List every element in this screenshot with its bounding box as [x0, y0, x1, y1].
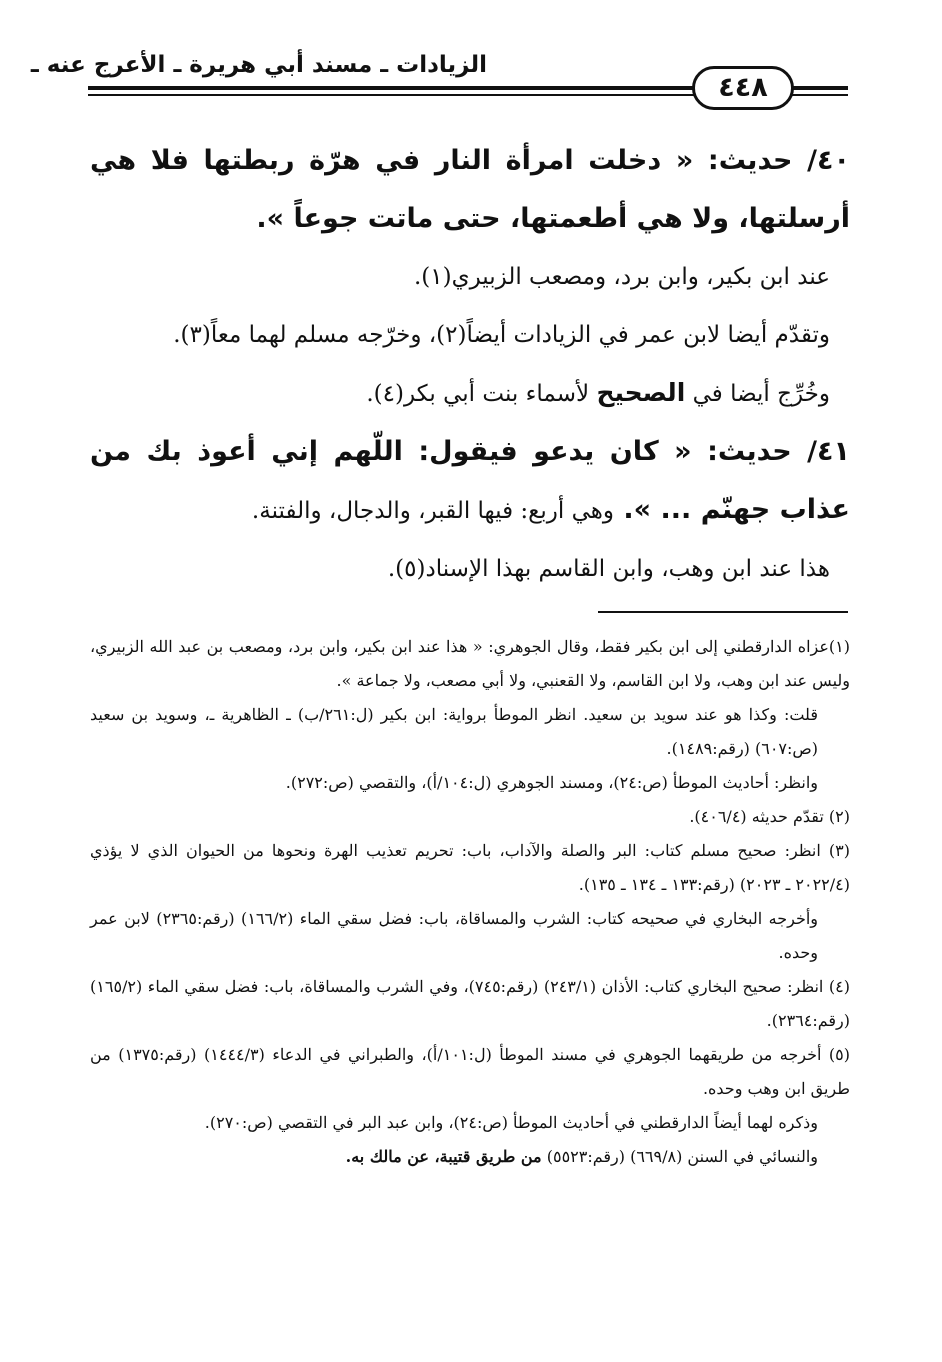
hadith-40-label: ٤٠/ حديث: — [707, 145, 850, 176]
paragraph-2: وتقدّم أيضا لابن عمر في الزيادات أيضاً(٢)، وخرّجه مسلم لهما معاً(٣). — [173, 322, 830, 348]
paragraph-3-start: وخُرِّج أيضا في — [692, 381, 830, 407]
hadith-41-text: « كان يدعو فيقول: اللّهم إني أعوذ بك من عذاب جهنّم ... ». — [90, 436, 850, 525]
footnote-4: (٤) انظر: صحيح البخاري كتاب: الأذان (٢٤٣/١) (رقم:٧٤٥)، وفي الشرب والمساقاة، باب: فضل سقي الماء (١٦٥/٢) (رقم:٢٣٦٤). — [90, 977, 850, 1030]
footnote-5-nasai-ref: والنسائي في السنن (٦٦٩/٨) (رقم:٥٥٢٣) — [546, 1147, 818, 1166]
footnote-5-mentioned: وذكره لهما أيضاً الدارقطني في أحاديث الموطأ (ص:٢٤)، وابن عبد البر في التقصي (ص:٢٧٠). — [204, 1113, 818, 1132]
footnote-3-bukhari: وأخرجه البخاري في صحيحه كتاب: الشرب والمساقاة، باب: فضل سقي الماء (١٦٦/٢) (رقم:٢٣٦٥) لابن عمر وحده. — [90, 909, 819, 962]
running-title: الزيادات ـ مسند أبي هريرة ـ الأعرج عنه ـ — [30, 52, 487, 78]
main-text — [90, 132, 850, 598]
paragraph-4: هذا عند ابن وهب، وابن القاسم بهذا الإسناد(٥). — [387, 556, 830, 582]
page-number: ٤٤٨ — [692, 66, 794, 110]
footnote-separator — [598, 611, 848, 613]
hadith-40 — [90, 132, 850, 248]
footnote-5-nasai — [90, 1140, 850, 1174]
footnote-3: (٣) انظر: صحيح مسلم كتاب: البر والصلة والآداب، باب: تحريم تعذيب الهرة ونحوها من الحيوان الذي لا يؤذي (٢٠٢٢/٤ ـ ٢٠٢٣) (رقم:١٣٣ ـ ١٣٤ ـ ١٣٥). — [90, 841, 850, 894]
footnote-5-nasai-chain: من طريق قتيبة، عن مالك به. — [345, 1147, 542, 1166]
hadith-41-tail: وهي أربع: فيها القبر، والدجال، والفتنة. — [251, 498, 615, 524]
footnotes — [90, 630, 850, 1174]
footnote-1-note: قلت: وكذا هو عند سويد بن سعيد. انظر الموطأ برواية: ابن بكير (ل:٢٦١/ب) ـ الظاهرية ـ، وسويد بن سعيد (ص:٦٠٧) (رقم:١٤٨٩). — [90, 705, 818, 758]
footnote-1-see: وانظر: أحاديث الموطأ (ص:٢٤)، ومسند الجوهري (ل:١٠٤/أ)، والتقصي (ص:٢٧٢). — [285, 773, 818, 792]
paragraph-3-end: لأسماء بنت أبي بكر(٤). — [366, 381, 590, 407]
paragraph-3 — [90, 364, 850, 423]
paragraph-1: عند ابن بكير، وابن برد، ومصعب الزبيري(١). — [413, 264, 830, 290]
hadith-41-label: ٤١/ حديث: — [707, 436, 850, 467]
sahih-word: الصحيح — [596, 378, 686, 407]
footnote-1: (١)عزاه الدارقطني إلى ابن بكير فقط، وقال الجوهري: « هذا عند ابن بكير، وابن برد، ومصعب بن عبد الله الزبيري، وليس عند ابن وهب، ولا ابن القاسم، ولا القعنبي، ولا أبي مصعب، ولا جماعة ». — [90, 637, 850, 690]
hadith-40-text: « دخلت امرأة النار في هرّة ربطتها فلا هي أرسلتها، ولا هي أطعمتها، حتى ماتت جوعاً ». — [90, 145, 850, 234]
footnote-2: (٢) تقدّم حديثه (٤٠٦/٤). — [689, 807, 850, 826]
hadith-41 — [90, 423, 850, 540]
footnote-5: (٥) أخرجه من طريقهما الجوهري في مسند الموطأ (ل:١٠١/أ)، والطبراني في الدعاء (١٤٤٤/٣) (رقم:١٣٧٥) من طريق ابن وهب وحده. — [90, 1045, 850, 1098]
